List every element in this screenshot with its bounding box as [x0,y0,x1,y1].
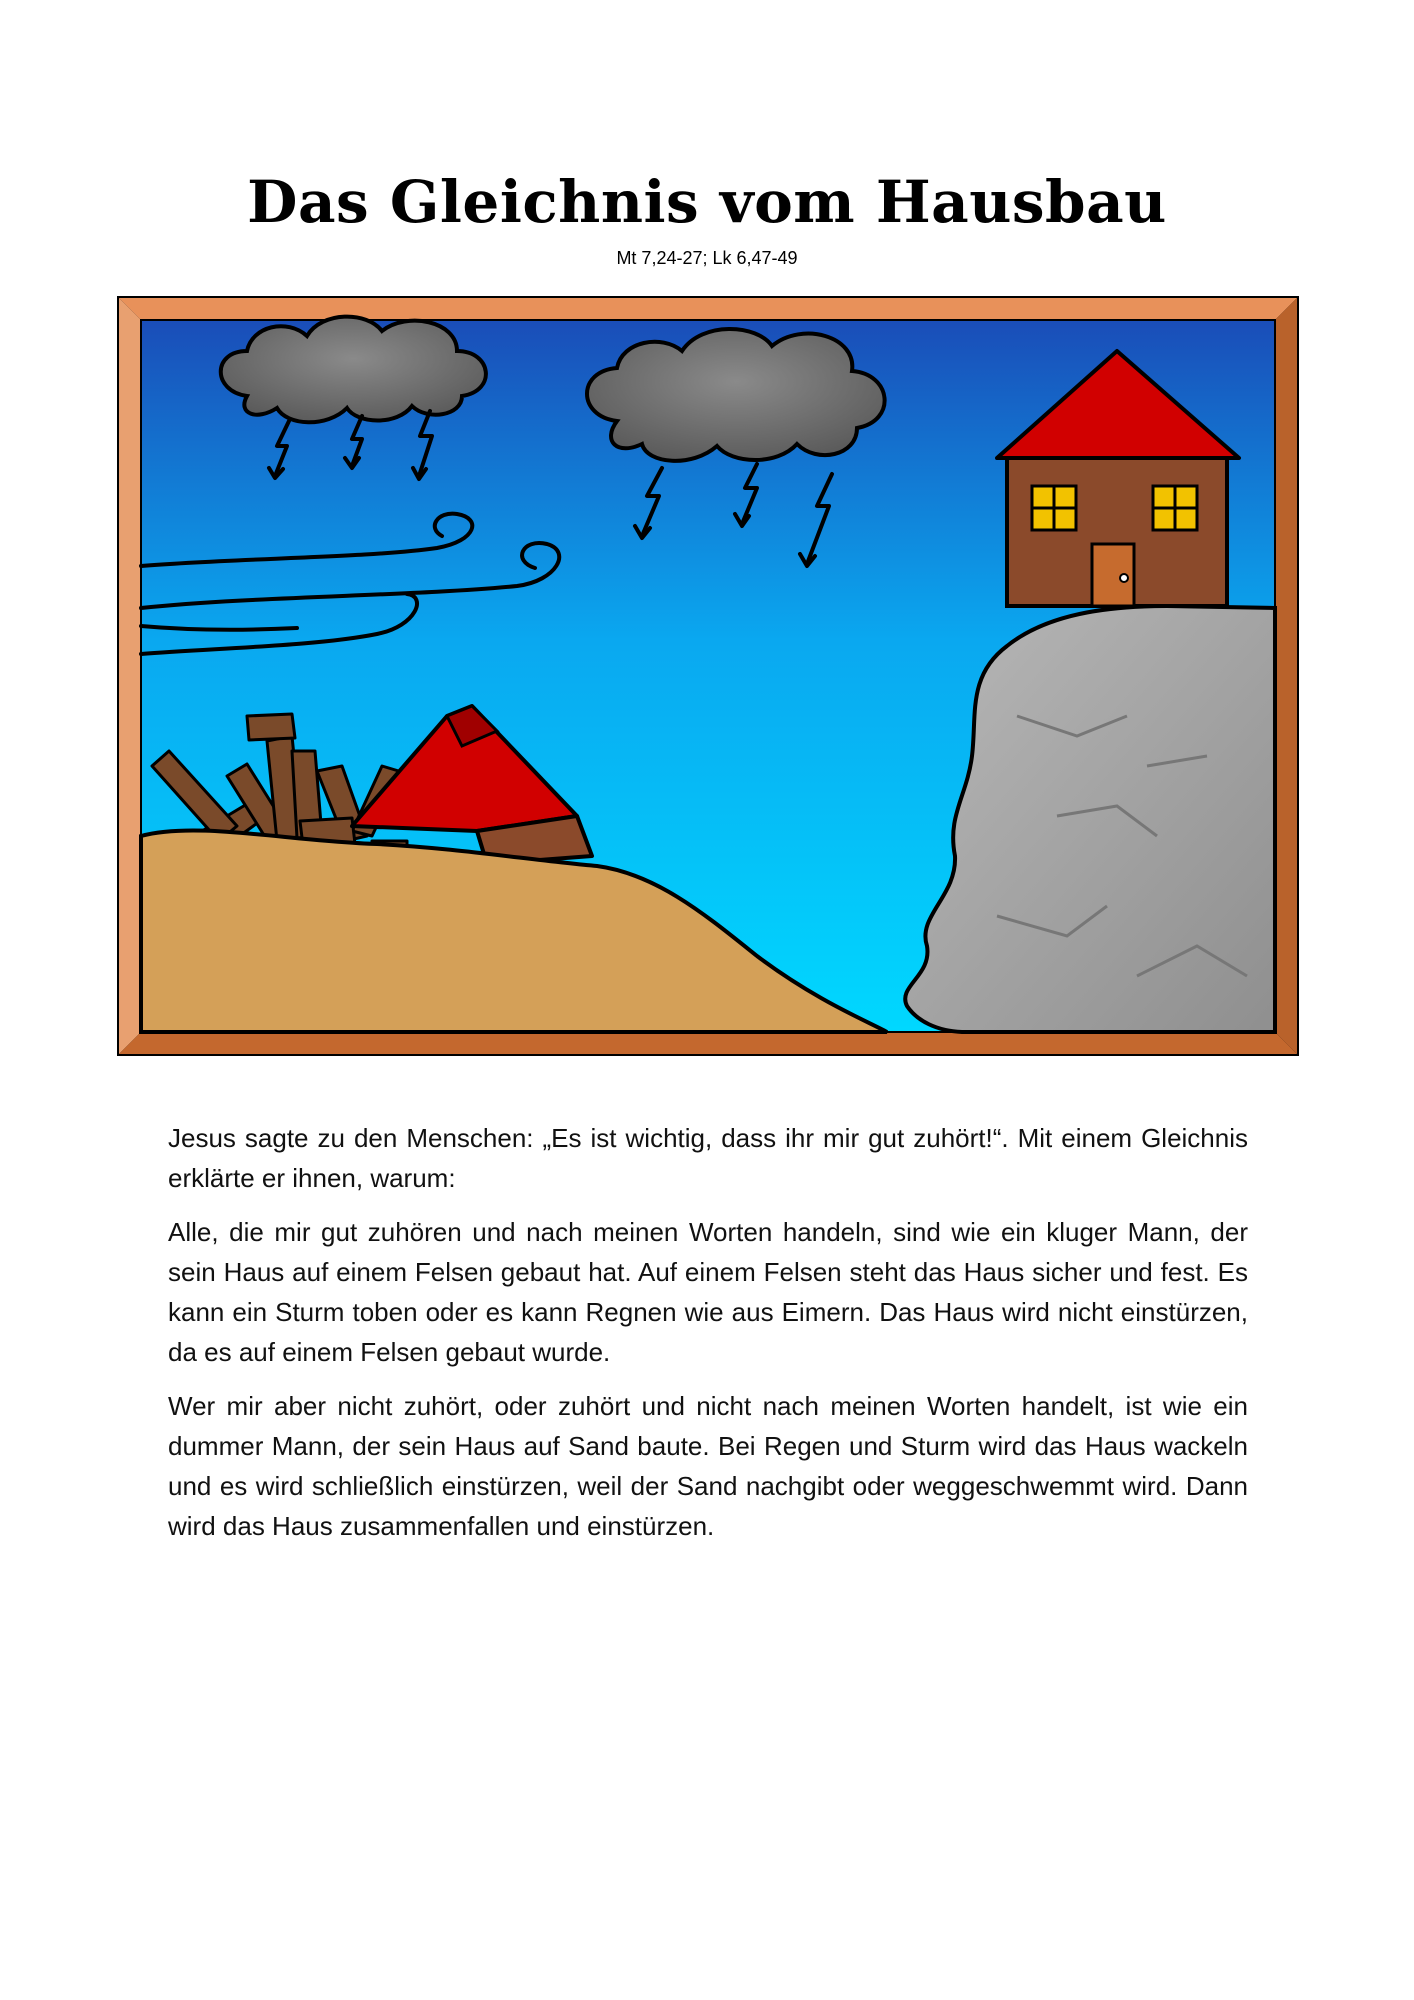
parable-illustration [117,296,1299,1056]
page-title: Das Gleichnis vom Hausbau [247,168,1167,236]
paragraph-intro: Jesus sagte zu den Menschen: „Es ist wichtig, dass ihr mir gut zuhört!“. Mit einem Gleichnis erklärte er ihnen, warum: [168,1123,1248,1193]
storm-cloud-left [221,317,486,423]
house-window-right [1153,486,1197,530]
paragraph-foolish-man: Wer mir aber nicht zuhört, oder zuhört und nicht nach meinen Worten handelt, ist wie ein dummer Mann, der sein Haus auf Sand baute. Bei Regen und Sturm wird das Haus wackeln und es wird schließlich einstürzen, weil der Sand nachgibt oder weggeschwemmt wird. Dann wird das Haus zusammenfallen und einstürzen. [168,1391,1248,1541]
storm-cloud-right [587,329,885,461]
story-text [168,1118,1248,1560]
house-window-left [1032,486,1076,530]
bible-reference: Mt 7,24-27; Lk 6,47-49 [616,248,798,268]
paragraph-wise-man: Alle, die mir gut zuhören und nach meinen Worten handeln, sind wie ein kluger Mann, der sein Haus auf einem Felsen gebaut hat. Auf einem Felsen steht das Haus sicher und fest. Es kann ein Sturm toben oder es kann Regnen wie aus Eimern. Das Haus wird nicht einstürzen, da es auf einem Felsen gebaut wurde. [168,1217,1248,1367]
